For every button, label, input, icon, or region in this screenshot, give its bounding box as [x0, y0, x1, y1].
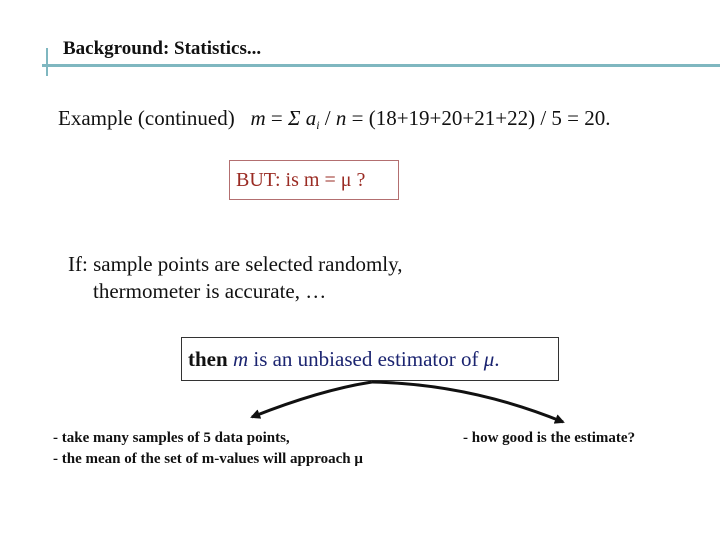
example-sub-i: i: [316, 118, 320, 132]
example-equals: =: [265, 106, 288, 130]
conclusion-period: .: [494, 347, 500, 371]
example-a: a: [305, 106, 317, 130]
conclusion-m: m: [232, 347, 249, 371]
example-rest: = (18+19+20+21+22) / 5 = 20.: [346, 106, 611, 130]
left-branch-arrow: [252, 382, 372, 417]
example-prefix: Example (continued): [58, 106, 235, 130]
if-condition-line-2: thermometer is accurate, …: [93, 279, 327, 303]
right-branch-arrow: [372, 382, 563, 422]
example-m: m: [250, 106, 266, 130]
right-note: - how good is the estimate?: [463, 430, 636, 446]
sigma-symbol: Σ: [287, 106, 301, 130]
conclusion-middle: is an unbiased estimator of: [248, 347, 484, 371]
but-question-box: BUT: is m = μ ?: [229, 160, 399, 200]
then-word: then: [188, 347, 233, 371]
left-note-line-2: - the mean of the set of m-values will approach μ: [53, 451, 363, 467]
left-note: [53, 428, 363, 470]
conclusion-mu: μ: [483, 347, 495, 371]
example-n: n: [335, 106, 347, 130]
if-condition-line-1: If: sample points are selected randomly,: [68, 252, 403, 276]
slide-title: Background: Statistics...: [63, 38, 262, 59]
example-over: /: [319, 106, 336, 130]
left-note-line-1: - take many samples of 5 data points,: [53, 430, 290, 446]
